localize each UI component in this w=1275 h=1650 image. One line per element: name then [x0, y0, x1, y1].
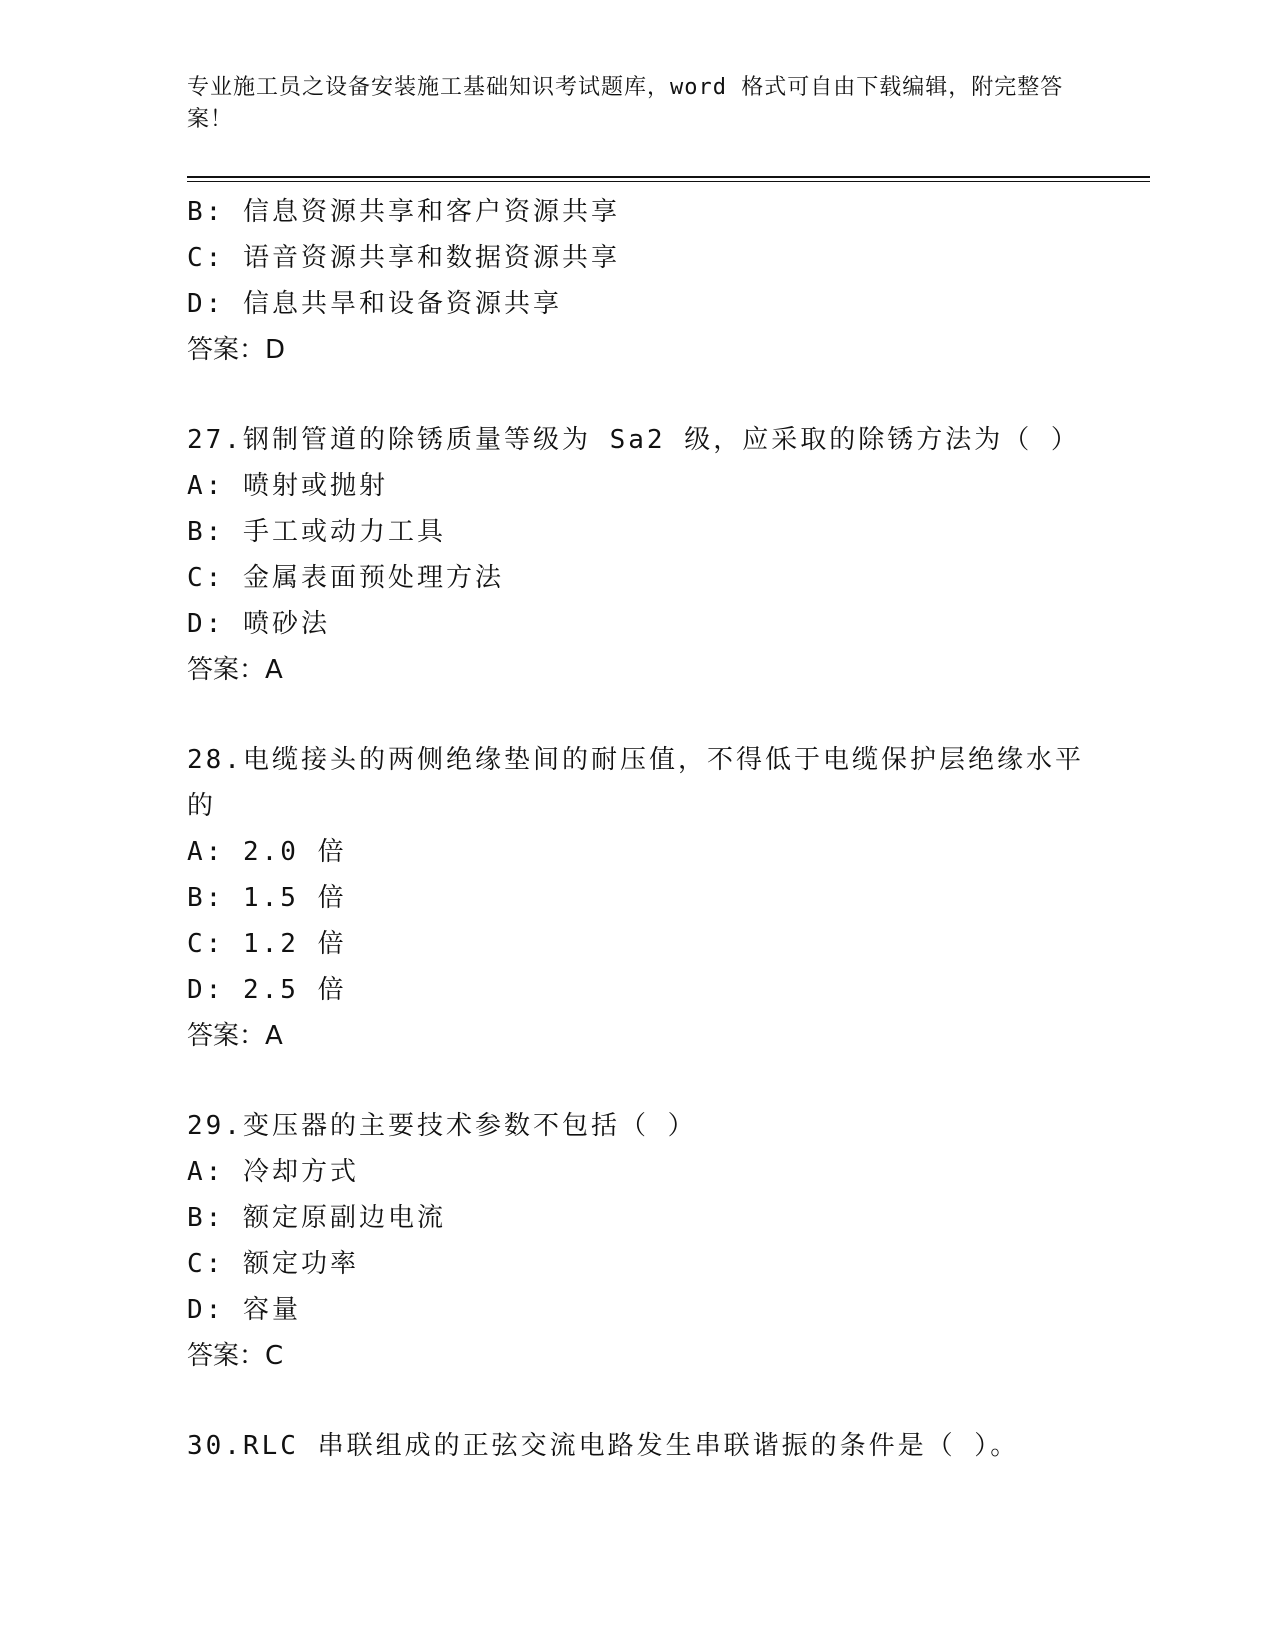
- answer-label: 答案：C: [187, 1341, 284, 1371]
- option-c: C: 金属表面预处理方法: [187, 563, 504, 593]
- question-stem: 29.变压器的主要技术参数不包括（ ）: [187, 1111, 697, 1141]
- header-divider-thick: [187, 176, 1150, 178]
- question-27: [187, 417, 1087, 693]
- option-b: B: 额定原副边电流: [187, 1203, 446, 1233]
- question-29: [187, 1103, 1087, 1379]
- option-b: B: 手工或动力工具: [187, 517, 446, 547]
- question-stem-continued: 的: [187, 791, 217, 821]
- option-a: A: 喷射或抛射: [187, 471, 388, 501]
- question-28: [187, 737, 1087, 1059]
- option-b: B: 1.5 倍: [187, 883, 347, 913]
- option-a: A: 冷却方式: [187, 1157, 359, 1187]
- option-c: C: 1.2 倍: [187, 929, 347, 959]
- document-header: 专业施工员之设备安装施工基础知识考试题库，word 格式可自由下载编辑，附完整答案！: [187, 75, 1064, 132]
- option-d: D: 喷砂法: [187, 609, 330, 639]
- question-30: [187, 1423, 1087, 1469]
- question-stem: 28.电缆接头的两侧绝缘垫间的耐压值，不得低于电缆保护层绝缘水平: [187, 745, 1084, 775]
- question-list: [187, 189, 1087, 1469]
- question-26-continued: [187, 189, 1087, 373]
- option-b: B: 信息资源共享和客户资源共享: [187, 197, 620, 227]
- answer-label: 答案：D: [187, 335, 286, 365]
- option-d: D: 信息共旱和设备资源共享: [187, 289, 562, 319]
- option-c: C: 额定功率: [187, 1249, 359, 1279]
- option-c: C: 语音资源共享和数据资源共享: [187, 243, 620, 273]
- question-stem: 30.RLC 串联组成的正弦交流电路发生串联谐振的条件是（ ）。: [187, 1431, 1020, 1461]
- option-d: D: 容量: [187, 1295, 301, 1325]
- option-d: D: 2.5 倍: [187, 975, 347, 1005]
- option-a: A: 2.0 倍: [187, 837, 347, 867]
- answer-label: 答案：A: [187, 655, 283, 685]
- answer-label: 答案：A: [187, 1021, 283, 1051]
- question-stem: 27.钢制管道的除锈质量等级为 Sa2 级，应采取的除锈方法为（ ）: [187, 425, 1080, 455]
- header-divider-thin: [187, 181, 1150, 182]
